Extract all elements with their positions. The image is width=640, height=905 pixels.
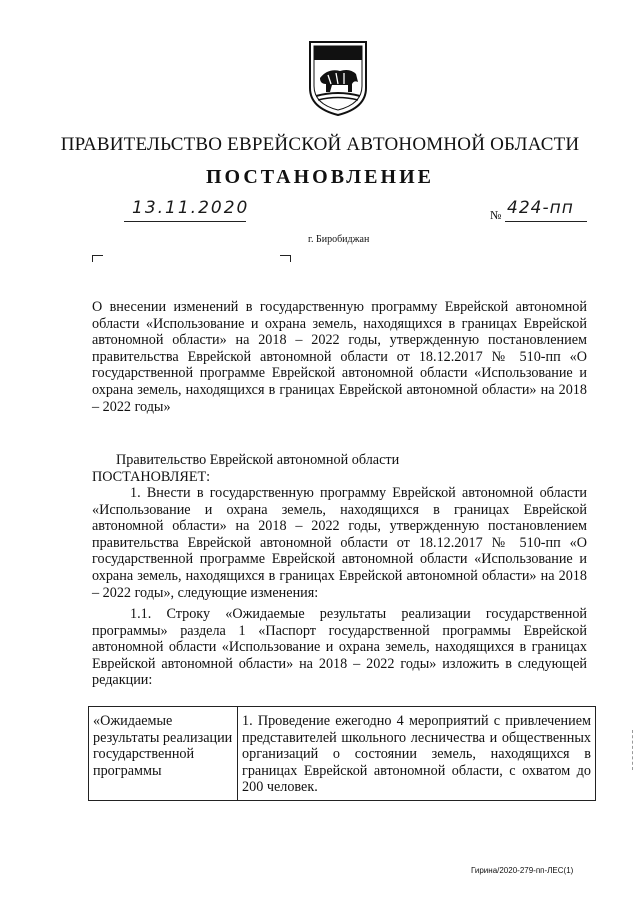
document-footer-code: Гирина/2020-279-пп-ЛЕС(1) (471, 866, 574, 875)
paragraph-1: 1. Внести в государственную программу Еврейской автономной области «Использование и охрана земель, находящихся в границах Еврейской автономной области» на 2018 – 2022 годы, утвержденную постановлением правительства Еврейской автономной области от 18.12.2017 № 510-пп «О государственной программе Еврейской автономной области «Использование и охрана земель, находящихся в границах Еврейской автономной области» на 2018 – 2022 годы», следующие изменения: (92, 485, 587, 601)
date-underline (124, 221, 246, 222)
subject-corner-right (280, 255, 291, 262)
government-title: ПРАВИТЕЛЬСТВО ЕВРЕЙСКОЙ АВТОНОМНОЙ ОБЛАСТИ (60, 134, 580, 155)
coat-of-arms-emblem (298, 38, 378, 118)
table-row (89, 707, 596, 801)
decree-word: ПОСТАНОВЛЯЕТ: (92, 469, 211, 485)
decree-date: 13.11.2020 (132, 198, 250, 218)
number-prefix: № (490, 208, 502, 222)
decree-number: 424-пп (507, 198, 574, 218)
number-underline (505, 221, 587, 222)
document-type-title: ПОСТАНОВЛЕНИЕ (206, 166, 434, 188)
results-table (88, 706, 596, 801)
results-value-cell: 1. Проведение ежегодно 4 мероприятий с привлечением представителей школьного лесничества и общественных организаций о состоянии земель, находящихся в границах Еврейской автономной области, с охватом до 200 человек. (238, 707, 596, 801)
government-line: Правительство Еврейской автономной области (116, 452, 400, 468)
paragraph-1-1: 1.1. Строку «Ожидаемые результаты реализации государственной программы» раздела 1 «Паспорт государственной программы Еврейской автономной области «Использование и охрана земель, находящихся в границах Еврейской автономной области» на 2018 – 2022 годы» изложить в следующей редакции: (92, 606, 587, 689)
decree-subject: О внесении изменений в государственную программу Еврейской автономной области «Использование и охрана земель, находящихся в границах Еврейской автономной области» на 2018 – 2022 годы, утвержденную постановлением правительства Еврейской автономной области от 18.12.2017 № 510-пп «О государственной программе Еврейской автономной области «Использование и охрана земель, находящихся в границах Еврейской автономной области» на 2018 – 2022 годы» (92, 299, 587, 415)
scan-artifact (632, 730, 634, 770)
city-name: г. Биробиджан (308, 234, 370, 245)
results-label-cell: «Ожидаемые результаты реализации государственной программы (89, 707, 238, 801)
subject-corner-left (92, 255, 103, 262)
